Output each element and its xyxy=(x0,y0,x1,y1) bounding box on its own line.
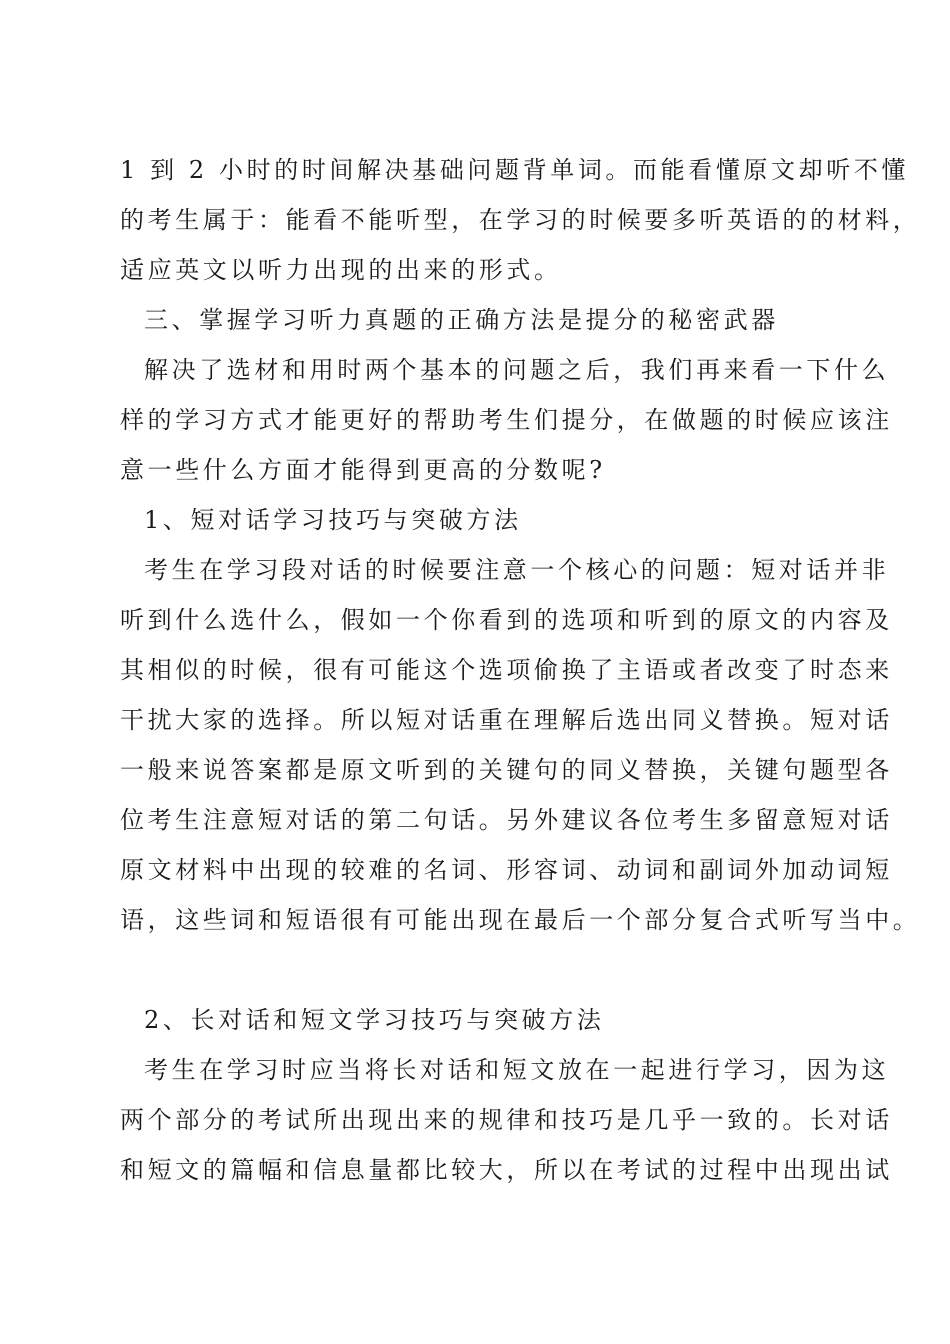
heading-text: 1、短对话学习技巧与突破方法 xyxy=(144,506,522,534)
text-line: 听到什么选什么，假如一个你看到的选项和听到的原文的内容及 xyxy=(120,606,893,634)
paragraph-long-dialogue xyxy=(120,1045,893,1195)
text-line: 样的学习方式才能更好的帮助考生们提分，在做题的时候应该注 xyxy=(120,406,893,434)
heading-text: 2、长对话和短文学习技巧与突破方法 xyxy=(144,1006,605,1034)
heading-text: 三、掌握学习听力真题的正确方法是提分的秘密武器 xyxy=(144,306,779,334)
text-line: 其相似的时候，很有可能这个选项偷换了主语或者改变了时态来 xyxy=(120,656,893,684)
paragraph-short-dialogue xyxy=(120,545,921,945)
paragraph-continuation xyxy=(120,145,921,295)
text-line: 两个部分的考试所出现出来的规律和技巧是几乎一致的。长对话 xyxy=(120,1106,893,1134)
text-line: 位考生注意短对话的第二句话。另外建议各位考生多留意短对话 xyxy=(120,806,893,834)
section-heading-3 xyxy=(120,295,840,345)
subheading-short-dialogue xyxy=(120,495,840,545)
text-line: 语，这些词和短语很有可能出现在最后一个部分复合式听写当中。 xyxy=(120,906,921,934)
text-line: 原文材料中出现的较难的名词、形容词、动词和副词外加动词短 xyxy=(120,856,893,884)
blank-line xyxy=(120,945,840,995)
text-line: 干扰大家的选择。所以短对话重在理解后选出同义替换。短对话 xyxy=(120,706,893,734)
text-line: 1 到 2 小时的时间解决基础问题背单词。而能看懂原文却听不懂 xyxy=(120,156,910,184)
text-line: 考生在学习段对话的时候要注意一个核心的问题：短对话并非 xyxy=(144,556,890,584)
text-line: 解决了选材和用时两个基本的问题之后，我们再来看一下什么 xyxy=(144,356,890,384)
text-line: 适应英文以听力出现的出来的形式。 xyxy=(120,256,562,284)
text-line: 意一些什么方面才能得到更高的分数呢? xyxy=(120,456,606,484)
subheading-long-dialogue xyxy=(120,995,840,1045)
text-line: 的考生属于：能看不能听型，在学习的时候要多听英语的的材料， xyxy=(120,206,921,234)
text-line: 和短文的篇幅和信息量都比较大，所以在考试的过程中出现出试 xyxy=(120,1156,893,1184)
paragraph-intro xyxy=(120,345,893,495)
text-line: 一般来说答案都是原文听到的关键句的同义替换，关键句题型各 xyxy=(120,756,893,784)
text-line: 考生在学习时应当将长对话和短文放在一起进行学习，因为这 xyxy=(144,1056,890,1084)
document-body xyxy=(120,145,921,1195)
